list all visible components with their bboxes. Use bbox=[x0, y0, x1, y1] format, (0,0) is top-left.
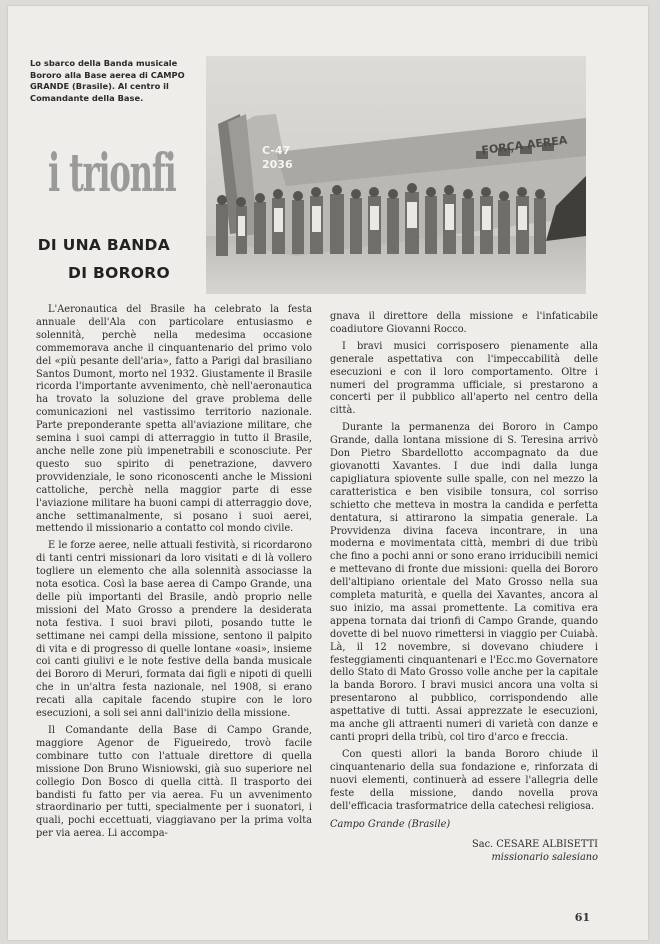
page-number: 61 bbox=[574, 911, 590, 924]
paragraph: E le forze aeree, nelle attuali festività, si ricordarono di tanti centri missionari da loro visitati e di là vollero togliere un elemento che alla solennità associasse la nota esotica. Così la base aerea di Campo Grande, una delle più importanti del Brasile, andò proprio nelle missioni del Mato Grosso a prendere la desiderata nota festiva. I suoi bravi piloti, posando tutte le settimane nei campi della missione, sentono il palpito di vita e di progresso di quelle lontane «oasi», insieme coi canti giulivi e le note festive della banda musicale dei Bororo di Meruri, formata dai figli e nipoti di quelli che in un'altra festa nazionale, nel 1908, si erano recati alla capitale facendo stupire con le loro esecuzioni, a soli sei anni dall'inizio della missione. bbox=[36, 540, 312, 720]
dateline-place: Campo Grande (Brasile) bbox=[330, 819, 451, 831]
magazine-page bbox=[8, 6, 648, 940]
text-column-left bbox=[36, 304, 312, 845]
paragraph: I bravi musici corrisposero pienamente alla generale aspettativa con l'impeccabilità delle esecuzioni e con il loro comportamento. Oltre i numeri del programma ufficiale, si prestarono a concerti per il pubblico all'aperto nel centro della città. bbox=[330, 340, 598, 417]
author-role: missionario salesiano bbox=[491, 852, 598, 864]
article-subtitle-line1: DI UNA BANDA bbox=[37, 236, 170, 254]
paragraph: Il Comandante della Base di Campo Grande, maggiore Agenor de Figueiredo, trovò facile combinare tutto con l'attuale direttore di quella missione Don Bruno Wisniowski, già suo superiore nel collegio Don Bosco di quella città. Il trasporto dei bandisti fu fatto per via aerea. Fu un avvenimento straordinario per tutti, specialmente per i suonatori, i quali, pochi eccettuati, viaggiavano per la prima volta per via aerea. Li accompa- bbox=[36, 725, 312, 840]
tail-number-line1: C-47 bbox=[262, 144, 291, 157]
paragraph: gnava il direttore della missione e l'infaticabile coadiutore Giovanni Rocco. bbox=[330, 311, 598, 335]
airplane-photo bbox=[206, 56, 586, 294]
paragraph: Con questi allori la banda Bororo chiude il cinquantenario della sua fondazione e, rinforzata di nuovi elementi, continuerà ad essere l'allegria delle feste della missione, dando novella prova dell'efficacia trasformatrice della catechesi religiosa. bbox=[330, 748, 598, 812]
author-signature bbox=[330, 838, 598, 864]
paragraph: L'Aeronautica del Brasile ha celebrato la festa annuale dell'Ala con particolare entusiasmo e solennità, perchè nella medesima occasione commemorava anche il cinquantenario del primo volo del «più pesante dell'aria», fatto a Parigi dal brasiliano Santos Dumont, morto nel 1932. Giustamente il Brasile ricorda l'importante avvenimento, chè nell'aeronautica ha trovato la soluzione del grave problema delle comunicazioni nel vastissimo territorio nazionale. Parte preponderante spetta all'aviazione militare, che semina i suoi campi di atterraggio in tutto il Brasile, anche nelle zone più impenetrabili e sconosciute. Per questo suo spirito di penetrazione, davvero provvidenziale, le sono riconoscenti anche le Missioni cattoliche, perchè nella maggior parte di esse l'aviazione militare ha buoni campi di atterraggio dove, anche settimanalmente, si posano i suoi aerei, mettendo il missionario a contatto col mondo civile. bbox=[36, 304, 312, 535]
paragraph: Durante la permanenza dei Bororo in Campo Grande, dalla lontana missione di S. Teresina arrivò Don Pietro Sbardellotto accompagnato da due giovanotti Xavantes. I due indi dalla lunga capigliatura spiovente sulle spalle, con nel mezzo la caratteristica e ben visibile tonsura, col sorriso schietto che metteva in mostra la candida e perfetta dentatura, si attirarono la simpatia generale. La Provvidenza divina faceva incontrare, in una moderna e movimentata città, membri di due tribù che fino a pochi anni or sono erano irriducibili nemici e mettevano di fronte due missioni: quella dei Bororo dell'altipiano orientale del Mato Grosso nella sua completa maturità, e quella dei Xavantes, ancora al suo inizio, ma assai promettente. La comitiva era appena tornata dai trionfi di Campo Grande, quando dovette di bel nuovo rimettersi in viaggio per Cuiabà. Là, il 12 novembre, si dovevano chiudere i festeggiamenti cinquantenari e l'Ecc.mo Governatore dello Stato di Mato Grosso volle anche per la capitale la banda Bororo. I bravi musici ancora una volta si presentarono al pubblico, corrispondendo alle aspettative di tutti. Assai apprezzate le esecuzioni, ma anche gli attraenti numeri di varietà con danze e canti propri della tribù, col tiro d'arco e freccia. bbox=[330, 422, 598, 743]
article-title: i trionfi bbox=[48, 143, 176, 204]
fuselage-marking: FORÇA AEREA bbox=[480, 133, 569, 157]
photo-caption: Lo sbarco della Banda musicale Bororo alla Base aerea di CAMPO GRANDE (Brasile). Al centro il Comandante della Base. bbox=[30, 58, 185, 103]
text-column-right bbox=[330, 311, 598, 864]
tail-number-line2: 2036 bbox=[262, 158, 293, 171]
author-name: Sac. CESARE ALBISETTI bbox=[472, 839, 598, 851]
article-subtitle-line2: DI BORORO bbox=[68, 264, 170, 282]
